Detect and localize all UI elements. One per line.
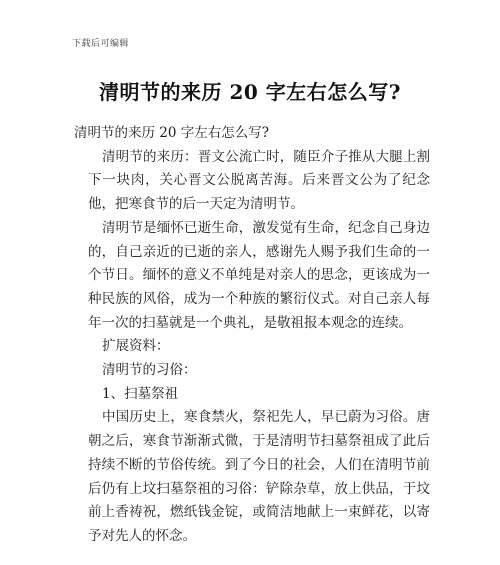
paragraph-custom-1-body: 中国历史上，寒食禁火，祭祀先人，早已蔚为习俗。唐朝之后，寒食节渐渐式微，于是清明节扫墓祭祖成了此后持续不断的节俗传统。到了今日的社会，人们在清明节前后仍有上坟扫墓祭祖的习俗：铲除杂草，放上供品，于坟前上香祷祝，燃纸钱金锭，或简洁地献上一束鲜花，以寄予对先人的怀念。 xyxy=(88,409,430,544)
document-body xyxy=(74,122,430,549)
paragraph-meaning: 清明节是缅怀已逝生命，激发觉有生命，纪念自己身边的，自己亲近的已逝的亲人，感谢先人赐予我们生命的一个节日。缅怀的意义不单纯是对亲人的思念，更该成为一种民族的风俗，成为一个种族的繁衍仪式。对自己亲人每年一次的扫墓就是一个典礼，是敬祖报本观念的连续。 xyxy=(88,219,430,331)
paragraph-customs-heading: 清明节的习俗： xyxy=(102,362,197,379)
paragraph-question: 清明节的来历 20 字左右怎么写? xyxy=(74,125,269,141)
document-title: 清明节的来历 20 字左右怎么写? xyxy=(99,80,401,104)
paragraph-custom-1-heading: 1、扫墓祭祖 xyxy=(102,385,179,402)
header-note: 下载后可编辑 xyxy=(72,39,130,49)
paragraph-origin: 清明节的来历：晋文公流亡时，随臣介子推从大腿上割下一块肉，关心晋文公脱离苦海。后来晋文公为了纪念他，把寒食节的后一天定为清明节。 xyxy=(88,148,430,213)
paragraph-extended-heading: 扩展资料： xyxy=(102,338,170,355)
